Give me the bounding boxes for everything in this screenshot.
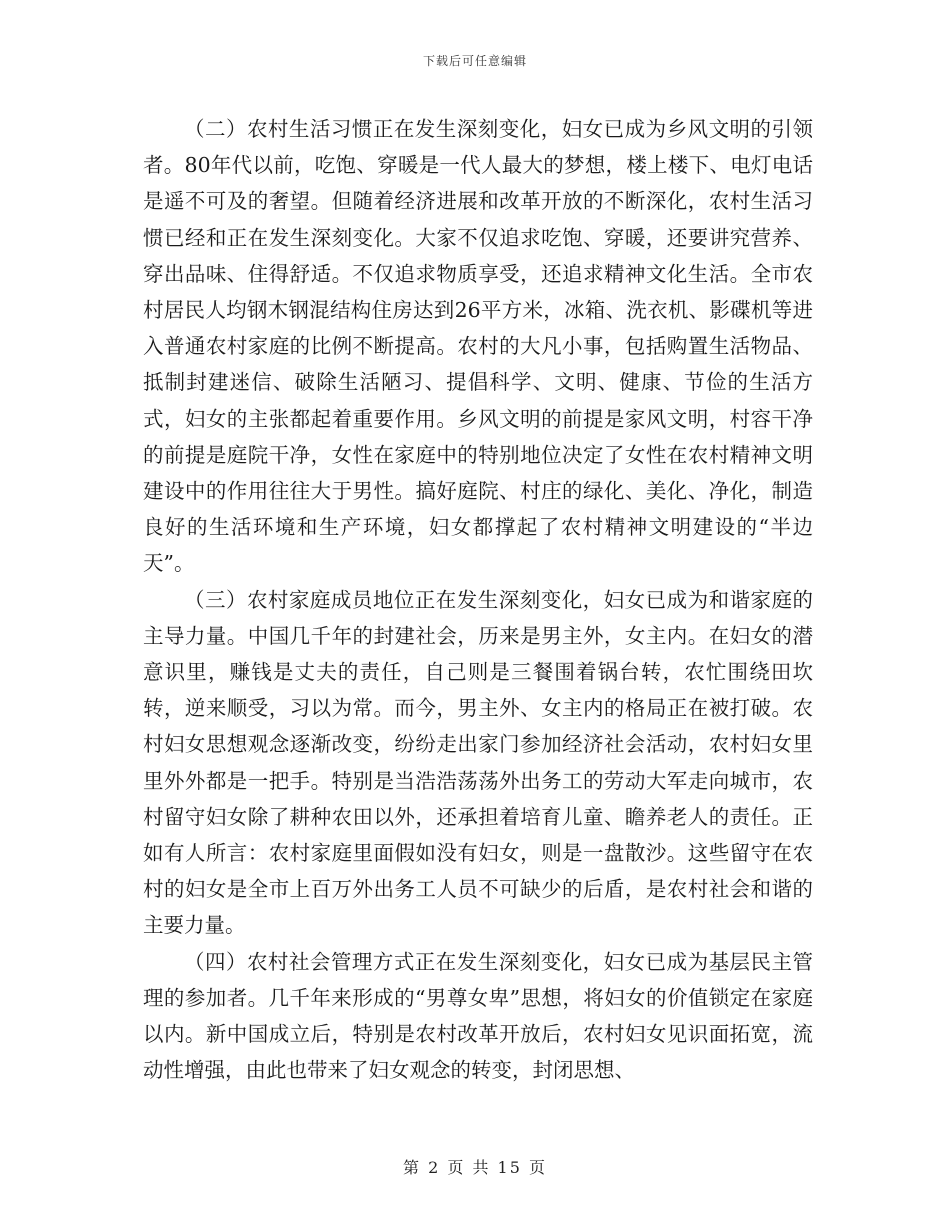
paragraph-3: （三）农村家庭成员地位正在发生深刻变化，妇女已成为和谐家庭的主导力量。中国几千年的封建社会，历来是男主外，女主内。在妇女的潜意识里，赚钱是丈夫的责任，自己则是三餐围着锅台转，农忙围绕田坎转，逆来顺受，习以为常。而今，男主外、女主内的格局正在被打破。农村妇女思想观念逐渐改变，纷纷走出家门参加经济社会活动，农村妇女里里外外都是一把手。特别是当浩浩荡荡外出务工的劳动大军走向城市，农村留守妇女除了耕种农田以外，还承担着培育儿童、瞻养老人的责任。正如有人所言：农村家庭里面假如没有妇女，则是一盘散沙。这些留守在农村的妇女是全市上百万外出务工人员不可缺少的后盾，是农村社会和谐的主要力量。	[143, 587, 813, 938]
document-body	[143, 111, 813, 1088]
page-header: 下载后可任意编辑	[422, 54, 527, 68]
paragraph-4: （四）农村社会管理方式正在发生深刻变化，妇女已成为基层民主管理的参加者。几千年来形成的“男尊女卑”思想，将妇女的价值锁定在家庭以内。新中国成立后，特别是农村改革开放后，农村妇女见识面拓宽，流动性增强，由此也带来了妇女观念的转变，封闭思想、	[143, 949, 813, 1083]
paragraph-2: （二）农村生活习惯正在发生深刻变化，妇女已成为乡风文明的引领者。80年代以前，吃饱、穿暖是一代人最大的梦想，楼上楼下、电灯电话是遥不可及的奢望。但随着经济进展和改革开放的不断深化，农村生活习惯已经和正在发生深刻变化。大家不仅追求吃饱、穿暖，还要讲究营养、穿出品味、住得舒适。不仅追求物质享受，还追求精神文化生活。全市农村居民人均钢木钢混结构住房达到26平方米，冰箱、洗衣机、影碟机等进入普通农村家庭的比例不断提高。农村的大凡小事，包括购置生活物品、抵制封建迷信、破除生活陋习、提倡科学、文明、健康、节俭的生活方式，妇女的主张都起着重要作用。乡风文明的前提是家风文明，村容干净的前提是庭院干净，女性在家庭中的特别地位决定了女性在农村精神文明建设中的作用往往大于男性。搞好庭院、村庄的绿化、美化、净化，制造良好的生活环境和生产环境，妇女都撑起了农村精神文明建设的“半边天”。	[143, 117, 813, 576]
page-footer: 第 2 页 共 15 页	[403, 1158, 547, 1177]
